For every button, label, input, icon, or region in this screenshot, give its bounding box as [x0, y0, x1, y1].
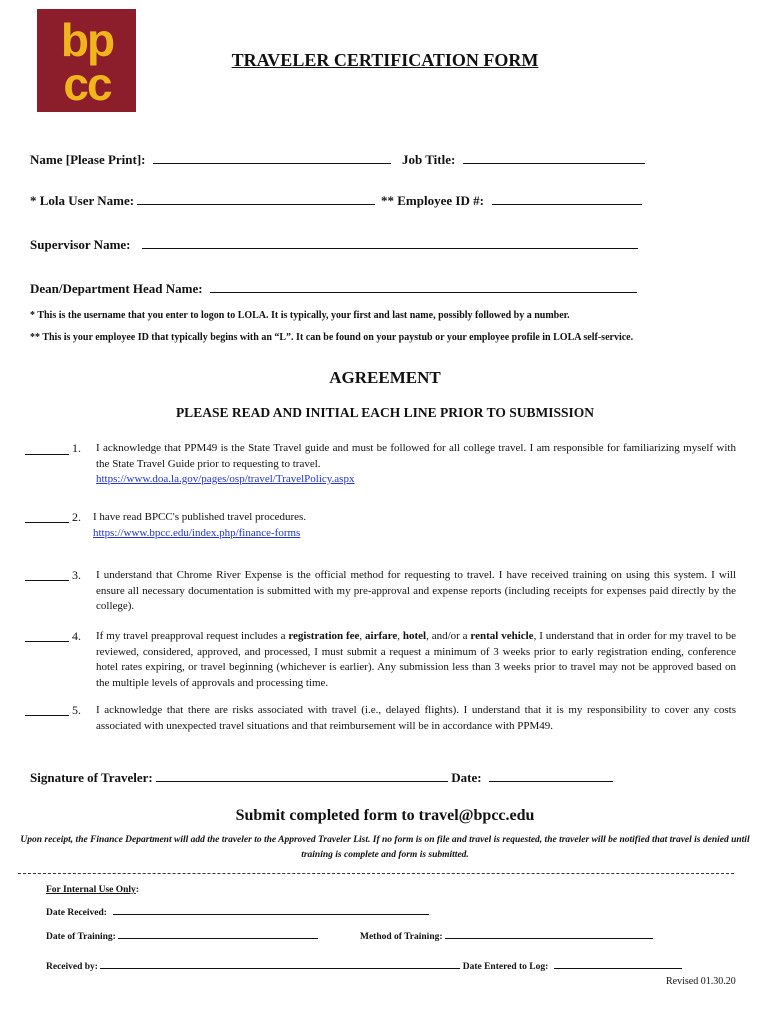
travel-policy-link[interactable]: https://www.doa.la.gov/pages/osp/travel/TravelPolicy.aspx: [96, 473, 355, 485]
item-number-4: 4.: [72, 629, 81, 643]
initial-line-3[interactable]: [25, 580, 69, 581]
received-by-row: [46, 958, 682, 972]
item-number-3: 3.: [72, 568, 81, 582]
date-received-label: Date Received:: [46, 908, 107, 918]
date-received-row: [46, 904, 429, 918]
item-text-3: I understand that Chrome River Expense is the official method for requesting to travel. I have received training on using this system. I will ensure all necessary documentation is submitted with my pre-approval and expense reports (including receipts for expenses paid directly by the college).: [96, 569, 736, 612]
registration-fee-text: registration fee: [288, 630, 360, 642]
signature-date-input-line[interactable]: [489, 769, 613, 782]
signature-input-line[interactable]: [156, 769, 448, 782]
item-text-4: [96, 629, 736, 691]
item-4-text-d: , and/or a: [426, 630, 471, 642]
item-text-1: [96, 441, 736, 488]
initial-line-1[interactable]: [25, 454, 69, 455]
employee-id-label: ** Employee ID #:: [381, 193, 484, 208]
date-received-input-line[interactable]: [113, 904, 429, 915]
method-training-input-line[interactable]: [445, 928, 653, 939]
date-training-input-line[interactable]: [118, 928, 318, 939]
internal-use-heading-text: For Internal Use Only: [46, 885, 136, 895]
item-4-text-a: If my travel preapproval request includes a: [96, 630, 289, 642]
method-training-label: Method of Training:: [360, 932, 443, 942]
method-training-row: [360, 928, 653, 942]
lola-user-input-line[interactable]: [137, 192, 375, 205]
finance-forms-link[interactable]: https://www.bpcc.edu/index.php/finance-forms: [93, 526, 301, 539]
employee-id-note: ** This is your employee ID that typically begins with an “L”. It can be found on your paystub or your employee profile in LOLA self-service.: [30, 332, 634, 343]
supervisor-input-line[interactable]: [142, 236, 638, 249]
supervisor-label: Supervisor Name:: [30, 237, 131, 252]
internal-use-heading-colon: :: [135, 885, 139, 895]
logo-text-top: bp: [60, 14, 114, 66]
agreement-subheading: PLEASE READ AND INITIAL EACH LINE PRIOR TO SUBMISSION: [175, 405, 595, 420]
revised-date: Revised 01.30.20: [666, 976, 736, 987]
submit-instruction: Submit completed form to travel@bpcc.edu: [235, 807, 535, 824]
employee-id-field-row: [381, 192, 642, 209]
initial-line-4[interactable]: [25, 641, 69, 642]
initial-line-5[interactable]: [25, 715, 69, 716]
lola-user-field-row: [30, 192, 375, 209]
logo-text-bottom: cc: [63, 58, 111, 110]
item-4-text-e: , I understand that in order for my travel to be reviewed, considered, approved, and processed, I must submit a request a minimum of 3 weeks prior to early registration ending, conference hotel rates expiring, or travel beginning (whichever is earlier). Any submission less than 3 weeks prior to travel may not be approved based on the multiple levels of approvals and processing time.: [96, 630, 737, 689]
item-text-2: [93, 510, 733, 541]
airfare-text: airfare: [365, 630, 398, 642]
item-number-2: 2.: [72, 510, 81, 524]
received-by-input-line[interactable]: [100, 958, 460, 969]
internal-use-heading: [46, 885, 139, 895]
employee-id-input-line[interactable]: [492, 192, 642, 205]
internal-divider: [18, 873, 734, 874]
item-number-5: 5.: [72, 703, 81, 717]
job-title-input-line[interactable]: [463, 151, 645, 164]
hotel-text: hotel: [402, 630, 427, 642]
item-4-text-c: ,: [397, 630, 403, 642]
signature-row: [30, 769, 613, 786]
lola-note: * This is the username that you enter to logon to LOLA. It is typically, your first and last name, possibly followed by a number.: [30, 310, 570, 321]
date-entered-input-line[interactable]: [554, 958, 682, 969]
item-4-text-b: ,: [359, 630, 366, 642]
rental-vehicle-text: rental vehicle: [470, 630, 534, 642]
form-title: TRAVELER CERTIFICATION FORM: [231, 50, 539, 70]
job-title-label: Job Title:: [402, 152, 456, 167]
name-field-row: [30, 151, 391, 168]
date-training-label: Date of Training:: [46, 932, 116, 942]
name-input-line[interactable]: [153, 151, 391, 164]
lola-user-label: * Lola User Name:: [30, 193, 135, 208]
agreement-heading: AGREEMENT: [329, 368, 441, 387]
initial-line-2[interactable]: [25, 522, 69, 523]
receipt-note: Upon receipt, the Finance Department will add the traveler to the Approved Traveler List. If no form is on file and travel is requested, the traveler will be notified that travel is denied until training is complete and form is submitted.: [20, 835, 750, 860]
job-title-field-row: [402, 151, 645, 168]
date-training-row: [46, 928, 318, 942]
received-by-label: Received by:: [46, 962, 98, 972]
name-label: Name [Please Print]:: [30, 152, 146, 167]
supervisor-field-row: [30, 236, 638, 253]
signature-date-label: Date:: [451, 770, 482, 785]
signature-label: Signature of Traveler:: [30, 770, 153, 785]
dean-field-row: [30, 280, 637, 297]
item-2-body: I have read BPCC's published travel procedures.: [93, 511, 307, 523]
item-text-5: I acknowledge that there are risks associated with travel (i.e., delayed flights). I understand that it is my responsibility to cover any costs associated with unexpected travel situations and that reimbursement will be in accordance with PPM49.: [96, 704, 736, 732]
item-1-body: I acknowledge that PPM49 is the State Travel guide and must be followed for all college travel. I am responsible for familiarizing myself with the State Travel Guide prior to requesting to travel.: [96, 442, 736, 470]
item-number-1: 1.: [72, 441, 81, 455]
dean-input-line[interactable]: [210, 280, 637, 293]
date-entered-label: Date Entered to Log:: [462, 962, 549, 972]
dean-label: Dean/Department Head Name:: [30, 281, 203, 296]
